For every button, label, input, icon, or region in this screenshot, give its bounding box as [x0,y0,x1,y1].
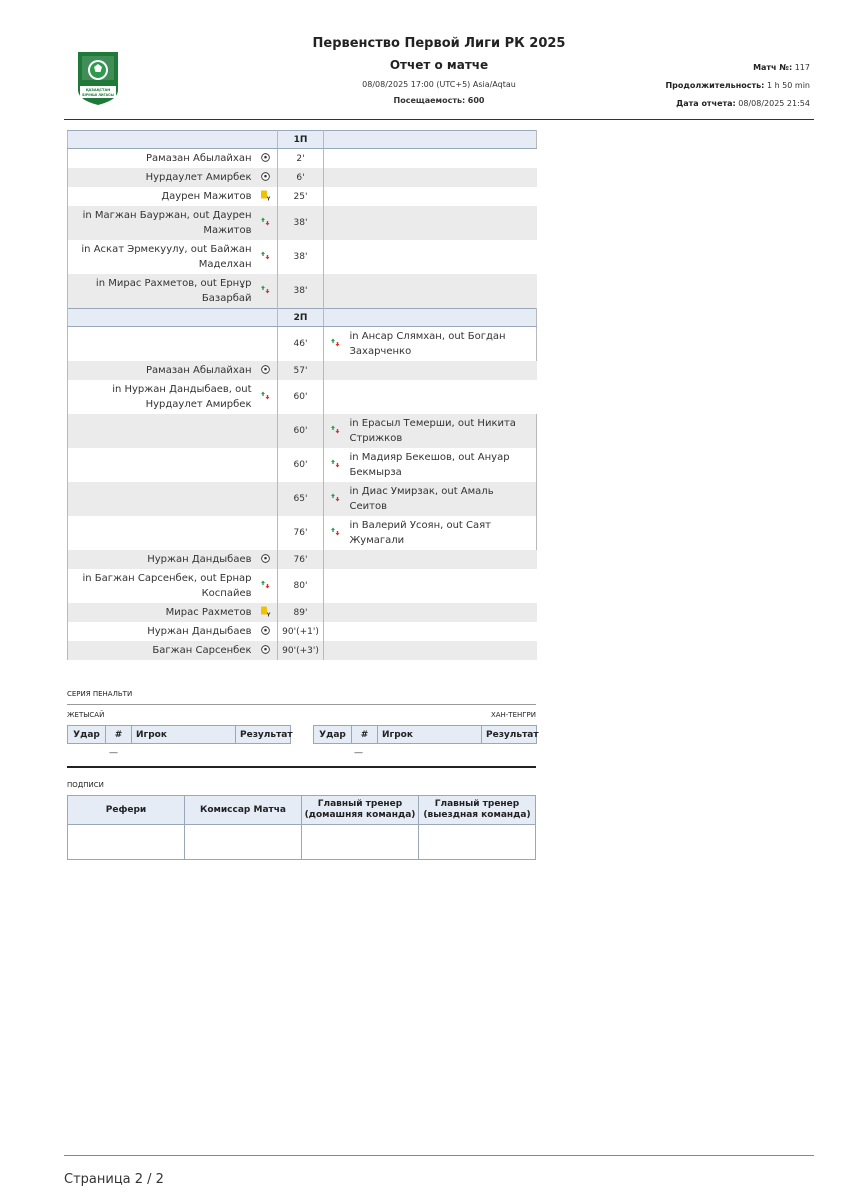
away-event-icon [324,603,348,622]
match-number-label: Матч №: [753,63,793,72]
home-event-icon [254,550,278,569]
substitution-icon [330,424,341,438]
svg-text:Y: Y [266,196,271,201]
event-row [68,603,537,622]
home-event-icon [254,641,278,660]
home-event-text: in Мирас Рахметов, out Ернұр Базарбай [68,274,254,309]
col-number: # [352,726,378,744]
duration-label: Продолжительность: [665,81,765,90]
yellow-card-icon [260,606,271,620]
away-event-icon [324,482,348,516]
away-event-text [348,187,537,206]
home-event-icon [254,380,278,414]
away-event-icon [324,240,348,274]
signature-box-referee [68,825,185,860]
penalty-series-title: СЕРИЯ ПЕНАЛЬТИ [67,690,133,698]
event-minute: 89' [278,603,324,622]
event-row [68,448,537,482]
away-event-text: in Ансар Слямхан, out Богдан Захарченко [348,327,537,362]
home-event-icon [254,240,278,274]
event-minute: 25' [278,187,324,206]
footer-divider [64,1155,814,1156]
home-team-name: ЖЕТЫСАЙ [67,711,105,719]
away-event-text: in Ерасыл Темерши, out Никита Стрижков [348,414,537,448]
sig-col-away-coach: Главный тренер (выездная команда) [419,796,536,825]
away-event-icon [324,380,348,414]
event-minute: 60' [278,380,324,414]
event-minute: 46' [278,327,324,362]
home-event-icon [254,516,278,550]
svg-text:Y: Y [266,612,271,617]
away-event-icon [324,168,348,187]
home-event-icon [254,187,278,206]
home-event-text: Рамазан Абылайхан [68,361,254,380]
event-row [68,168,537,187]
goal-icon [261,172,270,184]
divider [67,704,536,705]
period-label: 1П [278,131,324,149]
col-shot: Удар [314,726,352,744]
event-minute: 57' [278,361,324,380]
substitution-icon [260,284,271,298]
report-date-label: Дата отчета: [676,99,736,108]
away-event-text [348,240,537,274]
period-blank [68,309,278,327]
away-event-text: in Мадияр Бекешов, out Ануар Бекмырза [348,448,537,482]
away-event-icon [324,206,348,240]
event-row [68,149,537,169]
substitution-icon [330,526,341,540]
period-blank [324,309,537,327]
event-row [68,361,537,380]
goal-icon [261,365,270,377]
event-row [68,327,537,362]
away-event-icon [324,516,348,550]
yellow-card-icon [260,190,271,204]
away-event-text [348,168,537,187]
away-event-text [348,361,537,380]
col-result: Результат [236,726,291,744]
event-row [68,482,537,516]
attendance-value: 600 [467,96,485,105]
away-team-name: ХАН-ТЕНГРИ [490,711,536,719]
page-subtitle: Отчет о матче [389,58,489,72]
report-date [676,99,810,108]
event-minute: 90'(+1') [278,622,324,641]
away-event-icon [324,187,348,206]
home-event-icon [254,414,278,448]
sig-col-home-coach: Главный тренер (домашняя команда) [302,796,419,825]
home-event-icon [254,569,278,603]
home-event-icon [254,482,278,516]
match-duration [665,81,810,90]
away-event-icon [324,327,348,362]
home-event-text: in Нуржан Дандыбаев, out Нурдаулет Амирбек [68,380,254,414]
divider [67,766,536,768]
away-event-text [348,149,537,169]
home-event-text: Нуржан Дандыбаев [68,550,254,569]
event-row [68,240,537,274]
period-header-row [68,131,537,149]
event-row [68,516,537,550]
match-number-value: 117 [794,63,810,72]
period-blank [324,131,537,149]
away-event-icon [324,569,348,603]
event-minute: 60' [278,414,324,448]
away-event-icon [324,414,348,448]
away-event-icon [324,149,348,169]
event-minute: 38' [278,206,324,240]
home-event-text: in Магжан Бауржан, out Даурен Мажитов [68,206,254,240]
svg-text:БІРІНШІ ЛИГАСЫ: БІРІНШІ ЛИГАСЫ [82,93,114,97]
event-row [68,569,537,603]
event-row [68,414,537,448]
away-event-text [348,380,537,414]
match-datetime: 08/08/2025 17:00 (UTC+5) Asia/Aqtau [362,80,516,89]
signature-box-home-coach [302,825,419,860]
match-events-table [67,130,537,660]
signature-box-away-coach [419,825,536,860]
home-event-text: Багжан Сарсенбек [68,641,254,660]
home-event-icon [254,603,278,622]
home-event-text: Мирас Рахметов [68,603,254,622]
goal-icon [261,554,270,566]
substitution-icon [330,492,341,506]
home-event-text [68,516,254,550]
event-row [68,550,537,569]
sig-col-commissioner: Комиссар Матча [185,796,302,825]
home-event-icon [254,206,278,240]
sig-col-referee: Рефери [68,796,185,825]
attendance-label: Посещаемость: [393,96,466,105]
event-minute: 38' [278,274,324,309]
goal-icon [261,626,270,638]
home-event-text [68,414,254,448]
substitution-icon [260,250,271,264]
away-event-icon [324,448,348,482]
event-row [68,641,537,660]
event-minute: 60' [278,448,324,482]
event-row [68,380,537,414]
period-header-row [68,309,537,327]
duration-value: 1 h 50 min [766,81,810,90]
away-event-text [348,550,537,569]
home-penalty-empty: — [109,748,118,758]
event-minute: 76' [278,516,324,550]
period-label: 2П [278,309,324,327]
event-minute: 38' [278,240,324,274]
event-minute: 2' [278,149,324,169]
signatures-title: ПОДПИСИ [67,781,104,789]
home-event-text: Нурдаулет Амирбек [68,168,254,187]
event-minute: 65' [278,482,324,516]
event-minute: 6' [278,168,324,187]
goal-icon [261,645,270,657]
home-event-icon [254,361,278,380]
signatures-table [67,795,536,860]
home-event-text: Нуржан Дандыбаев [68,622,254,641]
away-event-icon [324,622,348,641]
event-row [68,274,537,309]
event-minute: 90'(+3') [278,641,324,660]
substitution-icon [260,390,271,404]
home-event-icon [254,327,278,362]
event-minute: 80' [278,569,324,603]
col-player: Игрок [378,726,482,744]
col-player: Игрок [132,726,236,744]
away-event-text [348,274,537,309]
home-event-text: Даурен Мажитов [68,187,254,206]
match-number [753,63,810,72]
substitution-icon [260,579,271,593]
report-date-value: 08/08/2025 21:54 [738,99,810,108]
period-blank [68,131,278,149]
event-row [68,206,537,240]
home-event-icon [254,274,278,309]
away-event-text: in Диас Умирзак, out Амаль Сеитов [348,482,537,516]
home-penalty-table [67,725,291,744]
away-event-text [348,641,537,660]
away-event-icon [324,274,348,309]
signature-box-commissioner [185,825,302,860]
away-penalty-empty: — [354,748,363,758]
substitution-icon [330,458,341,472]
away-event-text [348,622,537,641]
home-event-icon [254,622,278,641]
away-event-text [348,603,537,622]
event-row [68,622,537,641]
event-minute: 76' [278,550,324,569]
home-event-icon [254,149,278,169]
away-event-icon [324,641,348,660]
home-event-icon [254,448,278,482]
home-event-text [68,327,254,362]
away-event-icon [324,361,348,380]
away-event-text [348,206,537,240]
away-penalty-table [313,725,537,744]
svg-text:ҚАЗАҚСТАН: ҚАЗАҚСТАН [85,88,111,92]
home-event-text [68,448,254,482]
page-number: Страница 2 / 2 [64,1172,164,1187]
home-event-text: in Багжан Сарсенбек, out Ернар Коспайев [68,569,254,603]
col-shot: Удар [68,726,106,744]
home-event-text [68,482,254,516]
report-header [64,28,814,120]
col-result: Результат [482,726,537,744]
home-event-text: in Аскат Эрмекуулу, out Байжан Маделхан [68,240,254,274]
substitution-icon [330,337,341,351]
event-row [68,187,537,206]
home-event-icon [254,168,278,187]
away-event-text [348,569,537,603]
goal-icon [261,153,270,165]
page-title: Первенство Первой Лиги РК 2025 [312,36,566,51]
substitution-icon [260,216,271,230]
away-event-text: in Валерий Усоян, out Саят Жумагали [348,516,537,550]
home-event-text: Рамазан Абылайхан [68,149,254,169]
col-number: # [106,726,132,744]
away-event-icon [324,550,348,569]
